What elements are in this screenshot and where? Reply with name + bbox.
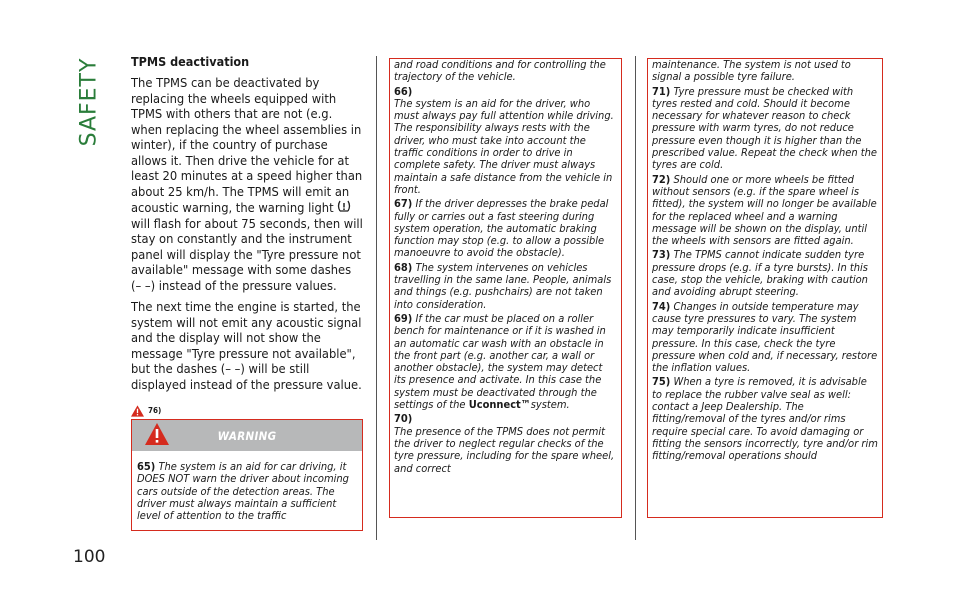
tpms-warning-light-icon [337, 200, 351, 213]
note-65-continued: and road conditions and for controlling the trajectory of the vehicle. [394, 58, 606, 84]
note-65: 65) The system is an aid for car driving, it DOES NOT warn the driver about incoming cars outside of the detection areas. The driver must always maintain a sufficient level of attention to the traffic [137, 460, 349, 523]
warning-box [131, 419, 363, 531]
warning-notes-panel-2 [647, 58, 883, 518]
note-67: 67) If the driver depresses the brake pedal fully or carries out a fast steering during system operation, the automatic braking function may stop (e.g. to allow a possible manoeuvre to avoid the obstacle). [394, 197, 609, 260]
paragraph-deactivation: The TPMS can be deactivated by replacing the wheels equipped with TPMS with others that are not (e.g. when replacing the wheel assemblies in winter), if the country of purchase allows it. Then drive the vehicle for at least 20 minutes at a speed higher than about 25 km/h. The TPMS will emit an acoustic warning, the warning light will flash for about 75 seconds, then will stay on constantly and the instrument panel will display the "Tyre pressure not available" message with some dashes (– –) instead of the pressure values. [131, 76, 363, 294]
section-label: SAFETY [76, 57, 102, 147]
note-75: 75) When a tyre is removed, it is advisable to replace the rubber valve seal as well: contact a Jeep Dealership. The fitting/removal of the tyres and/or rims require special care. To avoid damaging or fitting the sensors incorrectly, tyre and/or rim fitting/removal operations should [652, 375, 878, 463]
note-70: 70) The presence of the TPMS does not permit the driver to neglect regular checks of the tyre pressure, including for the spare wheel, and correct [394, 412, 615, 475]
warning-notes-panel-1 [389, 58, 622, 518]
note-70-continued: maintenance. The system is not used to signal a possible tyre failure. [652, 58, 851, 84]
note-72: 72) Should one or more wheels be fitted without sensors (e.g. if the spare wheel is fitted), the system will no longer be available for the replaced wheel and a warning message will be shown on the display, until the wheels with sensors are fitted again. [652, 172, 877, 248]
note-69: 69) If the car must be placed on a roller bench for maintenance or if it is washed in an automatic car wash with an obstacle in the front part (e.g. another car, a wall or another obstacle), the system may detect its presence and activate. In this case the system must be deactivated through the settings of the Uconnect™system. [394, 311, 606, 412]
page-number: 100 [73, 547, 106, 567]
note-66: 66) The system is an aid for the driver, who must always pay full attention while driving. The responsibility always rests with the driver, who must take into account the traffic conditions in order to drive in complete safety. The driver must always maintain a safe distance from the vehicle in front. [394, 84, 614, 196]
section-heading: TPMS deactivation [131, 54, 250, 69]
tpms-deactivation-section [131, 54, 365, 425]
warning-header [132, 420, 362, 451]
warning-triangle-icon [144, 420, 170, 446]
warning-triangle-icon [131, 405, 144, 417]
note-71: 71) Tyre pressure must be checked with tyres rested and cold. Should it become necessary for whatever reason to check pressure with warm tyres, do not reduce pressure even though it is higher than the prescribed value. Repeat the check when the tyres are cold. [652, 84, 878, 172]
warning-title: WARNING [217, 428, 277, 443]
warning-reference: 76) [131, 403, 365, 419]
column-divider-2 [635, 56, 636, 540]
note-74: 74) Changes in outside temperature may cause tyre pressures to vary. The system may temporarily indicate insufficient pressure. In this case, check the tyre pressure when cold and, if necessary, restore the inflation values. [652, 299, 878, 375]
note-68: 68) The system intervenes on vehicles travelling in the same lane. People, animals and things (e.g. pushchairs) are not taken into consideration. [394, 260, 612, 311]
paragraph-next-start: The next time the engine is started, the system will not emit any acoustic signal and the display will not show the message "Tyre pressure not available", but the dashes (– –) will be still displayed instead of the pressure value. [131, 300, 362, 393]
column-divider-1 [376, 56, 377, 540]
note-73: 73) The TPMS cannot indicate sudden tyre pressure drops (e.g. if a tyre bursts). In this case, stop the vehicle, braking with caution and avoiding abrupt steering. [652, 248, 868, 299]
